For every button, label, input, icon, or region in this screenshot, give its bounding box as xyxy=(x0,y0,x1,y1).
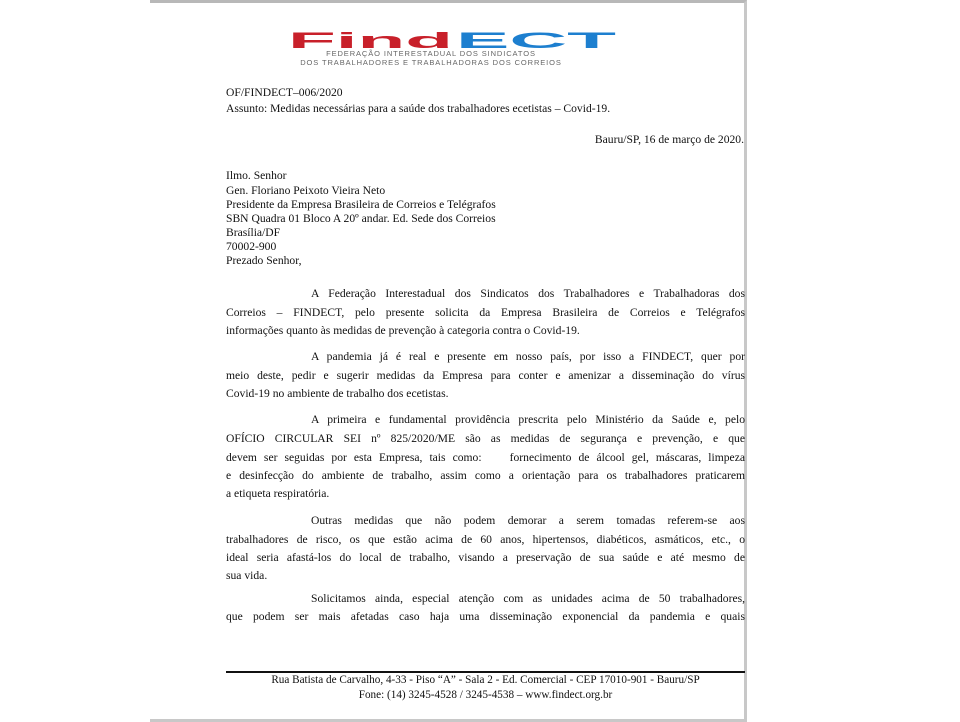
text-line: que podem ser mais afetadas caso haja uma disseminação exponencial da pandemia e quais xyxy=(226,610,745,623)
text-line: Covid-19 no ambiente de trabalho dos ecetistas. xyxy=(226,387,449,400)
recipient-line: Brasília/DF xyxy=(226,226,281,239)
footer-divider xyxy=(226,671,745,673)
recipient-line: SBN Quadra 01 Bloco A 20º andar. Ed. Sede dos Correios xyxy=(226,212,496,225)
text-line: devem ser seguidas por esta Empresa, tais como: fornecimento de álcool gel, máscaras, limpeza xyxy=(226,451,745,464)
logo-text-find: Find xyxy=(288,28,453,50)
logo-text-ect: ECT xyxy=(456,28,618,50)
text-line: ideal seria afastá-los do local de trabalho, visando a preservação de sua saúde e até mesmo de xyxy=(226,551,745,564)
text-line: OFÍCIO CIRCULAR SEI nº 825/2020/ME são as medidas de segurança e prevenção, e que xyxy=(226,432,745,445)
text-line: trabalhadores de risco, os que estão acima de 60 anos, hipertensos, diabéticos, asmáticos, etc., o xyxy=(226,533,745,546)
text-line: A Federação Interestadual dos Sindicatos dos Trabalhadores e Trabalhadoras dos xyxy=(311,287,745,300)
salutation: Prezado Senhor, xyxy=(226,254,302,267)
text-line: a etiqueta respiratória. xyxy=(226,487,330,500)
logo-subtitle-2: DOS TRABALHADORES E TRABALHADORAS DOS CORREIOS xyxy=(300,58,562,67)
recipient-line: Ilmo. Senhor xyxy=(226,169,287,182)
text-line: A pandemia já é real e presente em nosso país, por isso a FINDECT, quer por xyxy=(311,350,745,363)
text-line: A primeira e fundamental providência prescrita pelo Ministério da Saúde e, pelo xyxy=(311,413,745,426)
text-line: meio deste, pedir e sugerir medidas da Empresa para conter e amenizar a disseminação do vírus xyxy=(226,369,745,382)
recipient-line: Presidente da Empresa Brasileira de Correios e Telégrafos xyxy=(226,198,496,211)
text-line: e desinfecção do ambiente de trabalho, assim como a orientação para os trabalhadores praticarem xyxy=(226,469,745,482)
footer-address: Rua Batista de Carvalho, 4-33 - Piso “A” - Sala 2 - Ed. Comercial - CEP 17010-901 - Bauru/SP xyxy=(271,674,700,686)
recipient-line: 70002-900 xyxy=(226,240,277,253)
text-line: sua vida. xyxy=(226,569,268,582)
reference-number: OF/FINDECT–006/2020 xyxy=(226,86,343,99)
text-line: Solicitamos ainda, especial atenção com as unidades acima de 50 trabalhadores, xyxy=(311,592,745,605)
logo-subtitle-1: FEDERAÇÃO INTERESTADUAL DOS SINDICATOS xyxy=(326,49,536,58)
findect-logo xyxy=(288,28,618,50)
place-date: Bauru/SP, 16 de março de 2020. xyxy=(594,133,744,146)
text-line: informações quanto às medidas de prevenção à categoria contra o Covid-19. xyxy=(226,324,580,337)
footer-contact: Fone: (14) 3245-4528 / 3245-4538 – www.findect.org.br xyxy=(358,689,613,701)
subject-line: Assunto: Medidas necessárias para a saúde dos trabalhadores ecetistas – Covid-19. xyxy=(226,102,611,115)
text-line: Correios – FINDECT, pelo presente solicita da Empresa Brasileira de Correios e Telégrafos xyxy=(226,306,745,319)
text-line: Outras medidas que não podem demorar a serem tomadas referem-se aos xyxy=(311,514,745,527)
recipient-line: Gen. Floriano Peixoto Vieira Neto xyxy=(226,184,386,197)
